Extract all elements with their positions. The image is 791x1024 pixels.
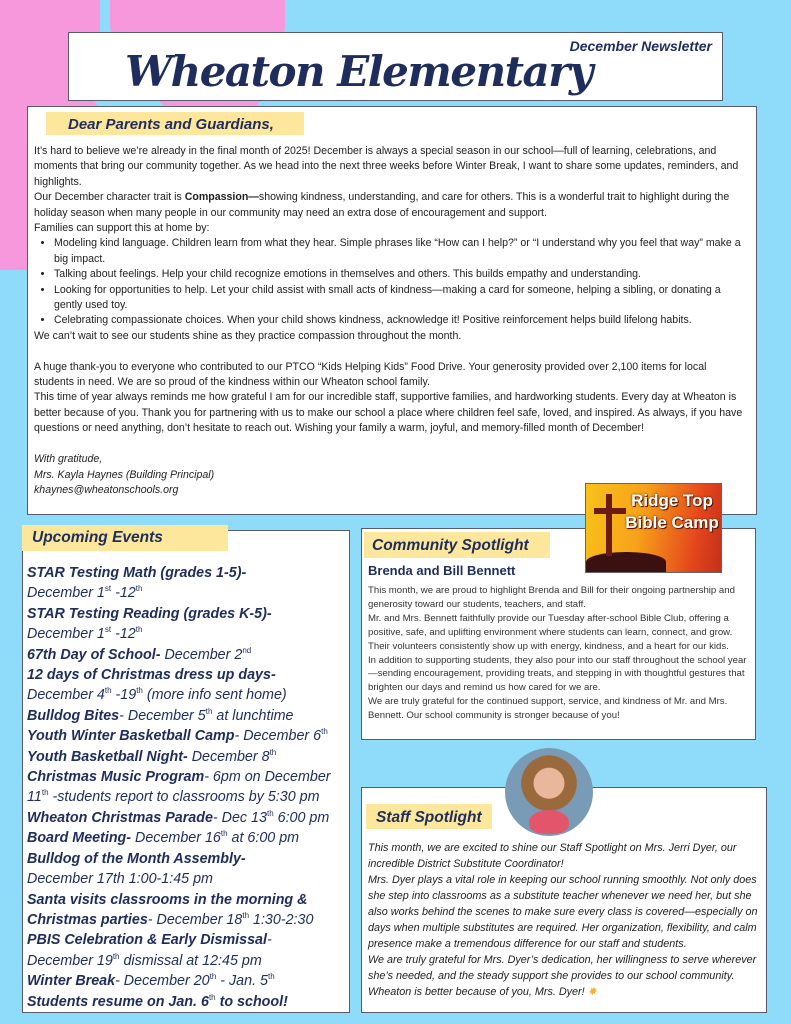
event-date: at 6:00 pm: [227, 830, 300, 847]
principal-letter: [27, 106, 757, 515]
event-item: [27, 747, 345, 767]
letter-paragraph: We can’t wait to see our students shine as they practice compassion throughout the month.: [34, 329, 462, 342]
list-item: • Talking about feelings. Help your child recognize emotions in themselves and others. This builds empathy and understanding.: [54, 267, 746, 282]
community-paragraph: We are truly grateful for the continued support, service, and kindness of Mr. and Mrs. Bennett. Our school community is stronger because of you!: [368, 696, 728, 722]
hill-shape: [586, 552, 666, 572]
text: We are truly grateful for Mrs. Dyer’s dedication, her willingness to serve wherever she’s needed, and the steady support she provides to our school community. Wheaton is better because of you, Mrs. Dyer!: [368, 954, 757, 998]
event-date: December 2: [160, 646, 243, 663]
event-date: December 17th 1:00-1:45 pm: [27, 871, 213, 888]
letter-paragraph: It’s hard to believe we’re already in the final month of 2025! December is always a special season in our school—full of learning, celebrations, and moments that bring our community together. As we head into the next three weeks before Winter Break, I want to share some updates, reminders, and highlights.: [34, 145, 739, 188]
principal-email-link[interactable]: khaynes@wheatonschools.org: [34, 483, 179, 496]
event-item: [27, 563, 345, 604]
community-body: [368, 584, 748, 723]
event-name: 12 days of Christmas dress up days-: [27, 667, 276, 684]
text: Our December character trait is: [34, 191, 185, 204]
event-item: [27, 808, 345, 828]
event-item: [27, 767, 345, 808]
event-date: th: [269, 747, 277, 757]
staff-paragraph: Mrs. Dyer plays a vital role in keeping our school running smoothly. Not only does she step into classrooms as a substitute teacher whenever we need her, but she also works behind the scenes to make sure every class is covered—especially on days when multiple substitutes are required. Her organization, flexibility, and calm presence make a tremendous difference for our staff and students.: [368, 874, 758, 950]
event-name: STAR Testing Math (grades 1-5)-: [27, 565, 247, 581]
event-name: STAR Testing Reading (grades K-5)-: [27, 605, 272, 622]
event-date: -: [266, 932, 272, 949]
letter-paragraph: This time of year always reminds me how grateful I am for our incredible staff, supportive families, and hardworking students. Every day at Wheaton is better because of you. Thank you for partnering with us to make our school a place where children feel safe, loved, and inspired. As always, if you have questions or need anything, don’t hesitate to reach out. Wishing your family a warm, joyful, and memory-filled month of December!: [34, 391, 743, 435]
event-name: Christmas Music Program: [27, 769, 205, 786]
event-date: -19: [111, 687, 137, 704]
event-date: -12: [111, 626, 136, 643]
community-paragraph: In addition to supporting students, they also pour into our staff throughout the school year—sending encouragement, providing treats, and stepping in with thoughtful gestures that brighten our days and remind us how cared for we are.: [368, 654, 747, 694]
event-date: th: [242, 911, 250, 921]
event-item: [27, 849, 345, 890]
event-name: Wheaton Christmas Parade: [27, 809, 213, 826]
event-date: 6:00 pm: [273, 809, 330, 826]
event-date: 1:30-2:30: [249, 911, 314, 928]
event-date: th: [41, 788, 49, 798]
event-name: PBIS Celebration & Early Dismissal: [27, 932, 267, 949]
letter-paragraph: [34, 190, 746, 221]
event-item: [27, 992, 345, 1012]
list-item: • Looking for opportunities to help. Let your child assist with small acts of kindness—making a card for someone, helping a sibling, or donating a gently used toy.: [54, 283, 746, 314]
staff-paragraph: [368, 952, 758, 1000]
staff-photo: [505, 748, 593, 836]
event-item: [27, 930, 345, 971]
letter-greeting: Dear Parents and Guardians,: [46, 112, 304, 135]
event-date: th: [136, 686, 143, 696]
event-date: -students report to classrooms by 5:30 pm: [48, 789, 320, 806]
bible-camp-logo: [585, 483, 722, 573]
event-date: -12: [111, 585, 136, 602]
community-paragraph: Mr. and Mrs. Bennett faithfully provide our Tuesday after-school Bible Club, offering a positive, safe, and uplifting environment where students can learn, connect, and grow. Their volunteers consistently show up with energy, kindness, and a heart for our kids.: [368, 612, 733, 652]
event-name: Board Meeting-: [27, 830, 132, 847]
event-date: th: [112, 951, 120, 961]
event-name: 67th Day of School-: [27, 646, 161, 663]
star-icon: ✸: [587, 986, 597, 998]
event-date: th: [135, 625, 143, 635]
list-item: • Celebrating compassionate choices. When your child shows kindness, acknowledge it! Positive reinforcement helps build lifelong habits.: [54, 313, 746, 328]
list-item: • Modeling kind language. Children learn from what they hear. Simple phrases like “How can I help?” or “I understand why you feel that way” make a big impact.: [54, 236, 746, 267]
staff-paragraph: This month, we are excited to shine our Staff Spotlight on Mrs. Jerri Dyer, our incredible District Substitute Coordinator!: [368, 842, 737, 870]
photo-detail: [529, 810, 569, 834]
event-date: - 6pm on December 11: [27, 769, 331, 806]
event-date: dismissal at 12:45 pm: [119, 952, 262, 969]
event-name: Santa visits classrooms in the morning & Christmas parties: [27, 891, 308, 928]
event-date: December 16: [131, 830, 221, 847]
staff-title: Staff Spotlight: [366, 804, 492, 829]
event-list: [27, 563, 345, 1012]
event-item: [27, 645, 345, 665]
newsletter-label: December Newsletter: [569, 38, 712, 54]
event-date: th: [266, 809, 274, 819]
event-date: th: [205, 707, 213, 717]
event-item: [27, 706, 345, 726]
community-paragraph: This month, we are proud to highlight Brenda and Bill for their ongoing partnership and generosity toward our students, teachers, and staff.: [368, 585, 735, 610]
event-date: December 1: [27, 626, 105, 643]
event-date: December 1: [27, 585, 105, 602]
event-date: st: [104, 625, 112, 635]
event-date: - December 20: [115, 973, 210, 990]
event-date: - December 18: [147, 911, 243, 928]
event-date: - Jan. 5: [216, 973, 268, 990]
event-date: st: [104, 584, 112, 594]
event-date: th: [104, 686, 112, 696]
staff-body: [368, 840, 758, 1000]
event-date: at lunchtime: [212, 707, 294, 724]
event-date: - December 5: [119, 707, 206, 724]
community-name: Brenda and Bill Bennett: [368, 563, 516, 578]
event-date: th: [220, 829, 228, 839]
event-date: th: [321, 727, 328, 737]
event-item: [27, 726, 345, 746]
event-item: [27, 828, 345, 848]
event-date: th: [208, 992, 216, 1002]
events-title: Upcoming Events: [22, 525, 228, 551]
school-title: Wheaton Elementary: [125, 47, 592, 96]
newsletter-header: [68, 32, 723, 101]
letter-paragraph: Families can support this at home by:: [34, 222, 210, 235]
letter-paragraph: A huge thank-you to everyone who contributed to our PTCO “Kids Helping Kids” Food Drive. Your generosity provided over 2,100 items for local students in need. We are so proud of the kindness within our Wheaton school family.: [34, 360, 707, 389]
letter-body: [34, 144, 746, 498]
cross-icon: [606, 494, 612, 556]
event-item: [27, 890, 345, 931]
event-date: - December 6: [234, 728, 322, 745]
closing: With gratitude,: [34, 453, 103, 466]
upcoming-events: [22, 530, 350, 1013]
event-date: December 8: [187, 748, 270, 765]
event-name: to school!: [215, 993, 288, 1010]
event-name: Bulldog Bites: [27, 707, 120, 724]
event-name: Students resume on Jan. 6: [27, 993, 209, 1010]
event-date: th: [209, 972, 217, 982]
signature: Mrs. Kayla Haynes (Building Principal): [34, 468, 215, 481]
bible-camp-logo-text: Ridge Top Bible Camp: [625, 491, 719, 532]
event-name: Winter Break: [27, 973, 116, 990]
text: showing kindness, understanding, and care for others. This is a wonderful trait to highlight during the holiday season when many people in our community may need an extra dose of encouragement and support.: [34, 191, 730, 219]
event-item: [27, 604, 345, 645]
tips-list: [34, 236, 746, 328]
event-date: December 4: [27, 687, 105, 704]
event-name: Youth Basketball Night-: [27, 748, 188, 765]
event-date: th: [267, 972, 275, 982]
event-date: th: [135, 584, 143, 594]
event-item: [27, 665, 345, 706]
event-name: Youth Winter Basketball Camp: [27, 728, 235, 745]
cross-icon: [594, 508, 626, 514]
character-trait: Compassion—: [184, 191, 259, 204]
event-date: nd: [242, 645, 252, 655]
event-date: - Dec 13: [212, 809, 267, 826]
event-date: (more info sent home): [142, 687, 287, 704]
event-date: December 19: [27, 952, 113, 969]
event-name: Bulldog of the Month Assembly-: [27, 850, 246, 867]
event-item: [27, 971, 345, 991]
community-title: Community Spotlight: [364, 532, 550, 558]
